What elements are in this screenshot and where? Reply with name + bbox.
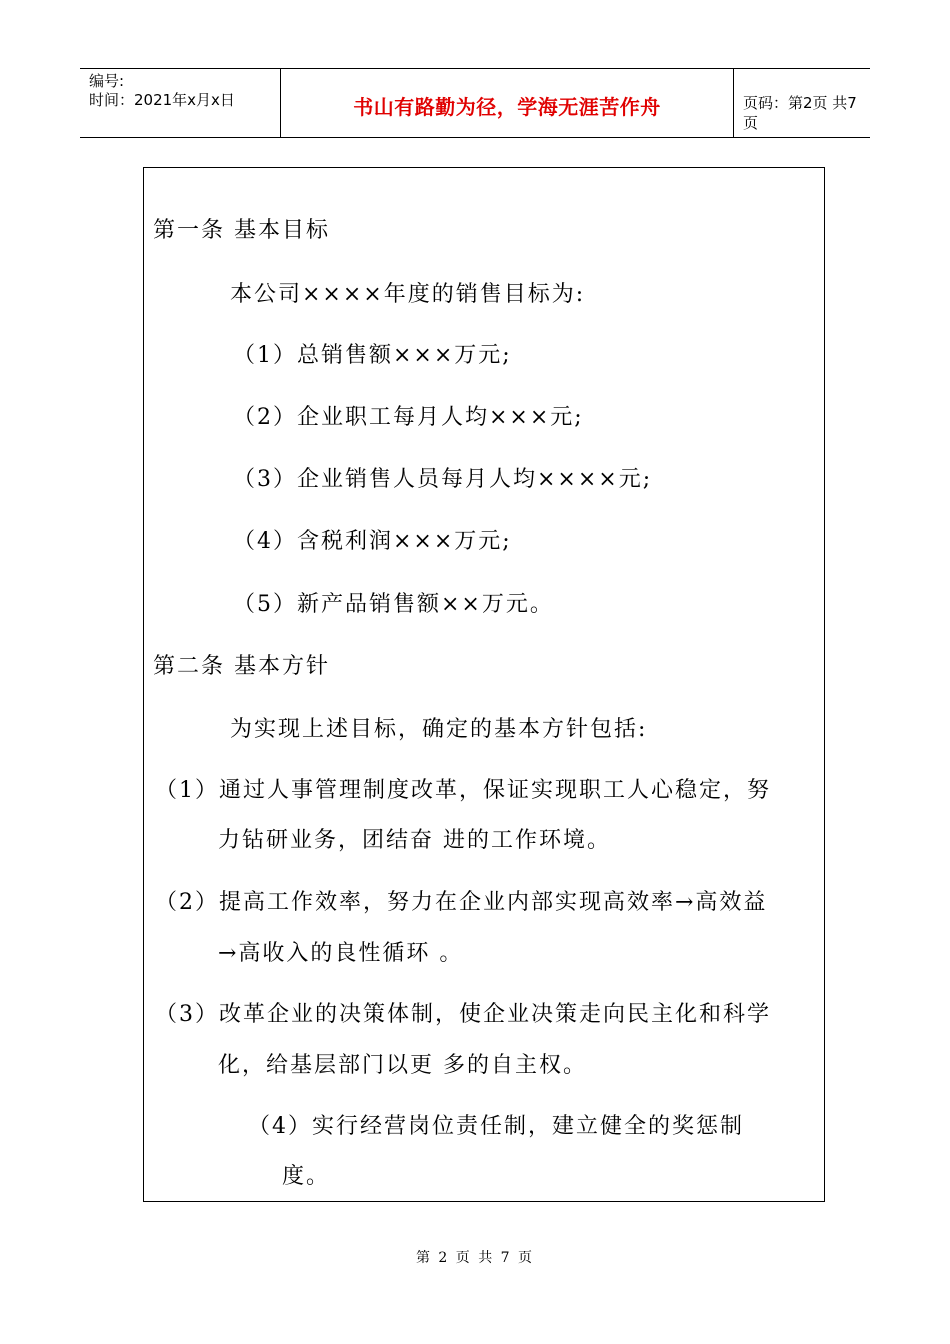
article1-item: （2）企业职工每月人均×××元; bbox=[233, 405, 584, 430]
article2-item-line: （3）改革企业的决策体制，使企业决策走向民主化和科学 bbox=[155, 1002, 771, 1027]
content-box bbox=[143, 167, 825, 1202]
article2-item-line: 化，给基层部门以更 多的自主权。 bbox=[218, 1053, 587, 1078]
header-page-label: 页码：第2页 共7页 bbox=[743, 94, 857, 132]
footer-page-number: 第 2 页 共 7 页 bbox=[415, 1250, 535, 1266]
article1-intro: 本公司××××年度的销售目标为: bbox=[230, 282, 586, 307]
article2-item-line: 度。 bbox=[282, 1164, 331, 1189]
article2-intro: 为实现上述目标，确定的基本方针包括: bbox=[230, 717, 648, 742]
document-header bbox=[80, 68, 870, 138]
article2-item-line: →高收入的良性循环 。 bbox=[218, 941, 464, 966]
article2-item-line: 力钻研业务，团结奋 进的工作环境。 bbox=[218, 828, 611, 853]
article1-item: （1）总销售额×××万元; bbox=[233, 343, 512, 368]
article2-heading: 第二条 基本方针 bbox=[153, 654, 330, 679]
header-motto: 书山有路勤为径，学海无涯苦作舟 bbox=[353, 95, 661, 119]
header-motto-cell bbox=[280, 69, 734, 137]
article2-item-line: （2）提高工作效率，努力在企业内部实现高效率→高效益 bbox=[155, 890, 768, 915]
header-meta-cell bbox=[80, 69, 280, 137]
article2-item-line: （1）通过人事管理制度改革，保证实现职工人心稳定，努 bbox=[155, 778, 771, 803]
document-time-label: 时间：2021年x月x日 bbox=[89, 91, 235, 109]
article1-heading: 第一条 基本目标 bbox=[153, 218, 330, 243]
article1-item: （5）新产品销售额××万元。 bbox=[233, 592, 554, 617]
article1-item: （4）含税利润×××万元; bbox=[233, 529, 512, 554]
header-page-cell bbox=[733, 69, 870, 137]
article1-item: （3）企业销售人员每月人均××××元; bbox=[233, 467, 653, 492]
article2-item-line: （4）实行经营岗位责任制，建立健全的奖惩制 bbox=[248, 1114, 744, 1139]
document-number-label: 编号: bbox=[89, 72, 125, 90]
